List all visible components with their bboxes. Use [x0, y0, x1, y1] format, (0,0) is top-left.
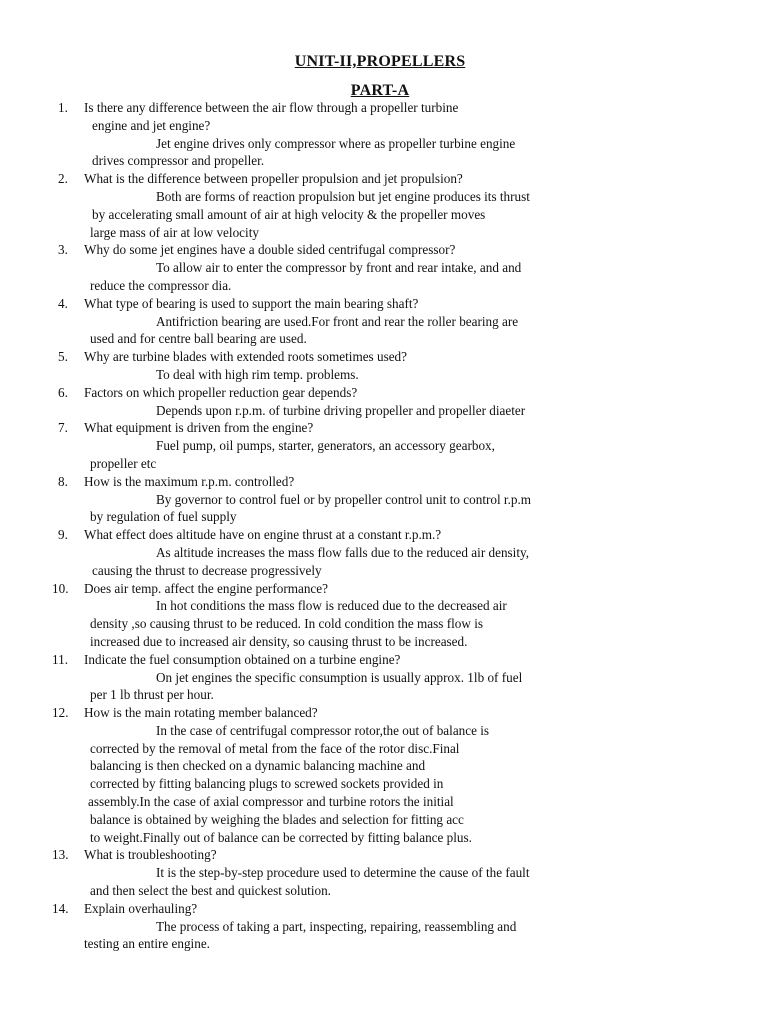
- question-item: [52, 704, 558, 846]
- answer-text-continued: used and for centre ball bearing are used.: [90, 331, 307, 347]
- answer-text: In the case of centrifugal compressor rotor,the out of balance is: [156, 722, 490, 738]
- answer-text-continued: to weight.Finally out of balance can be corrected by fitting balance plus.: [90, 829, 472, 845]
- question-text: How is the maximum r.p.m. controlled?: [84, 473, 295, 489]
- question-number: 9.: [58, 527, 68, 543]
- answer-text: Fuel pump, oil pumps, starter, generators, an accessory gearbox,: [156, 438, 495, 454]
- answer-text-continued: and then select the best and quickest solution.: [90, 883, 331, 899]
- answer-text-continued: density ,so causing thrust to be reduced. In cold condition the mass flow is: [90, 616, 483, 632]
- question-text: Why do some jet engines have a double sided centrifugal compressor?: [84, 242, 456, 258]
- question-item: [52, 651, 558, 704]
- question-number: 13.: [52, 847, 69, 863]
- answer-text: To allow air to enter the compressor by front and rear intake, and and: [156, 260, 522, 276]
- question-item: [58, 241, 558, 294]
- section-heading: PART-A: [350, 82, 410, 99]
- question-number: 14.: [52, 900, 69, 916]
- document-title: UNIT-II,PROPELLERS: [294, 53, 466, 70]
- question-item: [52, 900, 558, 953]
- question-text: What type of bearing is used to support the main bearing shaft?: [84, 295, 419, 311]
- answer-text: The process of taking a part, inspecting, repairing, reassembling and: [156, 918, 517, 934]
- answer-text-continued: corrected by fitting balancing plugs to screwed sockets provided in: [90, 776, 444, 792]
- answer-text-continued: propeller etc: [90, 455, 157, 471]
- question-number: 7.: [58, 420, 68, 436]
- answer-text: By governor to control fuel or by propeller control unit to control r.p.m: [156, 491, 532, 507]
- qa-list: [52, 99, 558, 953]
- question-text: What is the difference between propeller propulsion and jet propulsion?: [84, 171, 463, 187]
- answer-text: Antifriction bearing are used.For front and rear the roller bearing are: [156, 313, 519, 329]
- answer-text: Both are forms of reaction propulsion but jet engine produces its thrust: [156, 188, 530, 204]
- question-number: 4.: [58, 295, 68, 311]
- answer-text-continued: testing an entire engine.: [84, 936, 210, 952]
- question-number: 12.: [52, 705, 69, 721]
- question-item: [52, 580, 558, 651]
- answer-text: On jet engines the specific consumption is usually approx. 1lb of fuel: [156, 669, 523, 685]
- question-item: [58, 170, 558, 241]
- answer-text: As altitude increases the mass flow falls due to the reduced air density,: [156, 544, 530, 560]
- question-text: Indicate the fuel consumption obtained on a turbine engine?: [84, 651, 401, 667]
- question-item: [58, 526, 558, 579]
- question-text: What is troubleshooting?: [84, 847, 217, 863]
- question-number: 10.: [52, 580, 69, 596]
- question-item: [58, 348, 558, 384]
- question-item: [58, 473, 558, 526]
- question-text: Is there any difference between the air flow through a propeller turbine: [84, 100, 459, 115]
- answer-text-continued: by accelerating small amount of air at high velocity & the propeller moves: [92, 206, 486, 222]
- answer-text-continued: balancing is then checked on a dynamic balancing machine and: [90, 758, 426, 774]
- answer-text-continued: per 1 lb thrust per hour.: [90, 687, 214, 703]
- question-text: What equipment is driven from the engine?: [84, 420, 314, 436]
- answer-text-continued: increased due to increased air density, so causing thrust to be increased.: [90, 633, 468, 649]
- question-text: How is the main rotating member balanced?: [84, 705, 318, 721]
- answer-text: Depends upon r.p.m. of turbine driving propeller and propeller diaeter: [156, 402, 526, 418]
- answer-text: In hot conditions the mass flow is reduced due to the decreased air: [156, 598, 507, 614]
- answer-text-continued: reduce the compressor dia.: [90, 277, 232, 293]
- question-text: Why are turbine blades with extended roots sometimes used?: [84, 349, 408, 365]
- question-item: [58, 384, 558, 420]
- question-item: [58, 419, 558, 472]
- question-number: 5.: [58, 349, 68, 365]
- question-number: 2.: [58, 171, 68, 187]
- question-text: What effect does altitude have on engine thrust at a constant r.p.m.?: [84, 527, 442, 543]
- question-item: [52, 846, 558, 899]
- answer-text-continued: drives compressor and propeller.: [92, 153, 265, 169]
- answer-text-continued: balance is obtained by weighing the blades and selection for fitting acc: [90, 811, 464, 827]
- question-item: [58, 99, 558, 170]
- question-number: 6.: [58, 384, 68, 400]
- answer-text: To deal with high rim temp. problems.: [156, 366, 359, 382]
- question-text: Does air temp. affect the engine performance?: [84, 580, 328, 596]
- answer-text: Jet engine drives only compressor where as propeller turbine engine: [156, 135, 516, 151]
- question-text: Explain overhauling?: [84, 900, 198, 916]
- answer-text-continued: large mass of air at low velocity: [90, 224, 259, 240]
- answer-text-continued: corrected by the removal of metal from the face of the rotor disc.Final: [90, 740, 460, 756]
- question-number: 11.: [52, 651, 68, 667]
- question-text: Factors on which propeller reduction gear depends?: [84, 384, 358, 400]
- answer-text-continued: causing the thrust to decrease progressively: [92, 562, 322, 578]
- answer-text: It is the step-by-step procedure used to determine the cause of the fault: [156, 865, 530, 881]
- question-item: [58, 295, 558, 348]
- answer-text-continued: by regulation of fuel supply: [90, 509, 237, 525]
- question-number: 3.: [58, 242, 68, 258]
- question-number: 1.: [58, 100, 68, 115]
- question-text-continued: engine and jet engine?: [92, 117, 211, 133]
- answer-text-continued: assembly.In the case of axial compressor and turbine rotors the initial: [88, 794, 454, 810]
- question-number: 8.: [58, 473, 68, 489]
